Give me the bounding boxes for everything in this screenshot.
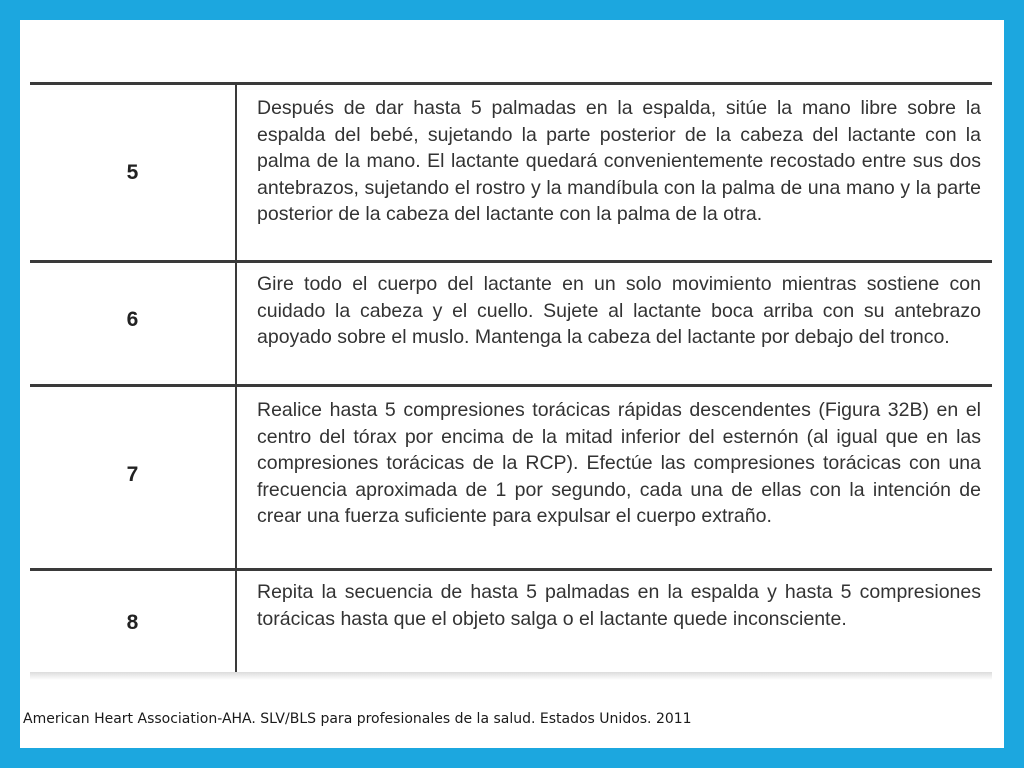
table-row — [30, 85, 992, 261]
slide-panel — [20, 20, 1004, 748]
step-description: Después de dar hasta 5 palmadas en la espalda, sitúe la mano libre sobre la espalda del bebé, sujetando la parte posterior de la cabeza del lactante con la palma de la mano. El lactante quedará convenientemente recostado entre sus dos antebrazos, sujetando el rostro y la mandíbula con la palma de una mano y la parte posterior de la cabeza del lactante con la palma de la otra. — [257, 97, 981, 225]
step-number: 6 — [126, 308, 139, 331]
step-description: Realice hasta 5 compresiones torácicas rápidas descendentes (Figura 32B) en el centro del tórax por encima de la mitad inferior del esternón (al igual que en las compresiones torácicas de la RCP). Efectúe las compresiones torácicas con una frecuencia aproximada de 1 por segundo, cada una de ellas con la intención de crear una fuerza suficiente para expulsar el cuerpo extraño. — [257, 399, 981, 527]
step-description: Gire todo el cuerpo del lactante en un solo movimiento mientras sostiene con cuidado la cabeza y el cuello. Sujete al lactante boca arriba con su antebrazo apoyado sobre el muslo. Mantenga la cabeza del lactante por debajo del tronco. — [257, 273, 981, 348]
table-row — [30, 263, 992, 385]
column-divider — [235, 82, 237, 672]
table-bottom-shadow — [30, 672, 992, 680]
step-number: 5 — [126, 161, 139, 184]
steps-table — [30, 82, 992, 672]
step-description: Repita la secuencia de hasta 5 palmadas en la espalda y hasta 5 compresiones torácicas hasta que el objeto salga o el lactante quede inconsciente. — [257, 581, 981, 630]
source-caption: American Heart Association-AHA. SLV/BLS para profesionales de la salud. Estados Unidos. 2011 — [23, 711, 692, 727]
step-number: 8 — [126, 611, 139, 634]
table-row — [30, 571, 992, 672]
step-number: 7 — [126, 463, 139, 486]
table-row — [30, 387, 992, 569]
